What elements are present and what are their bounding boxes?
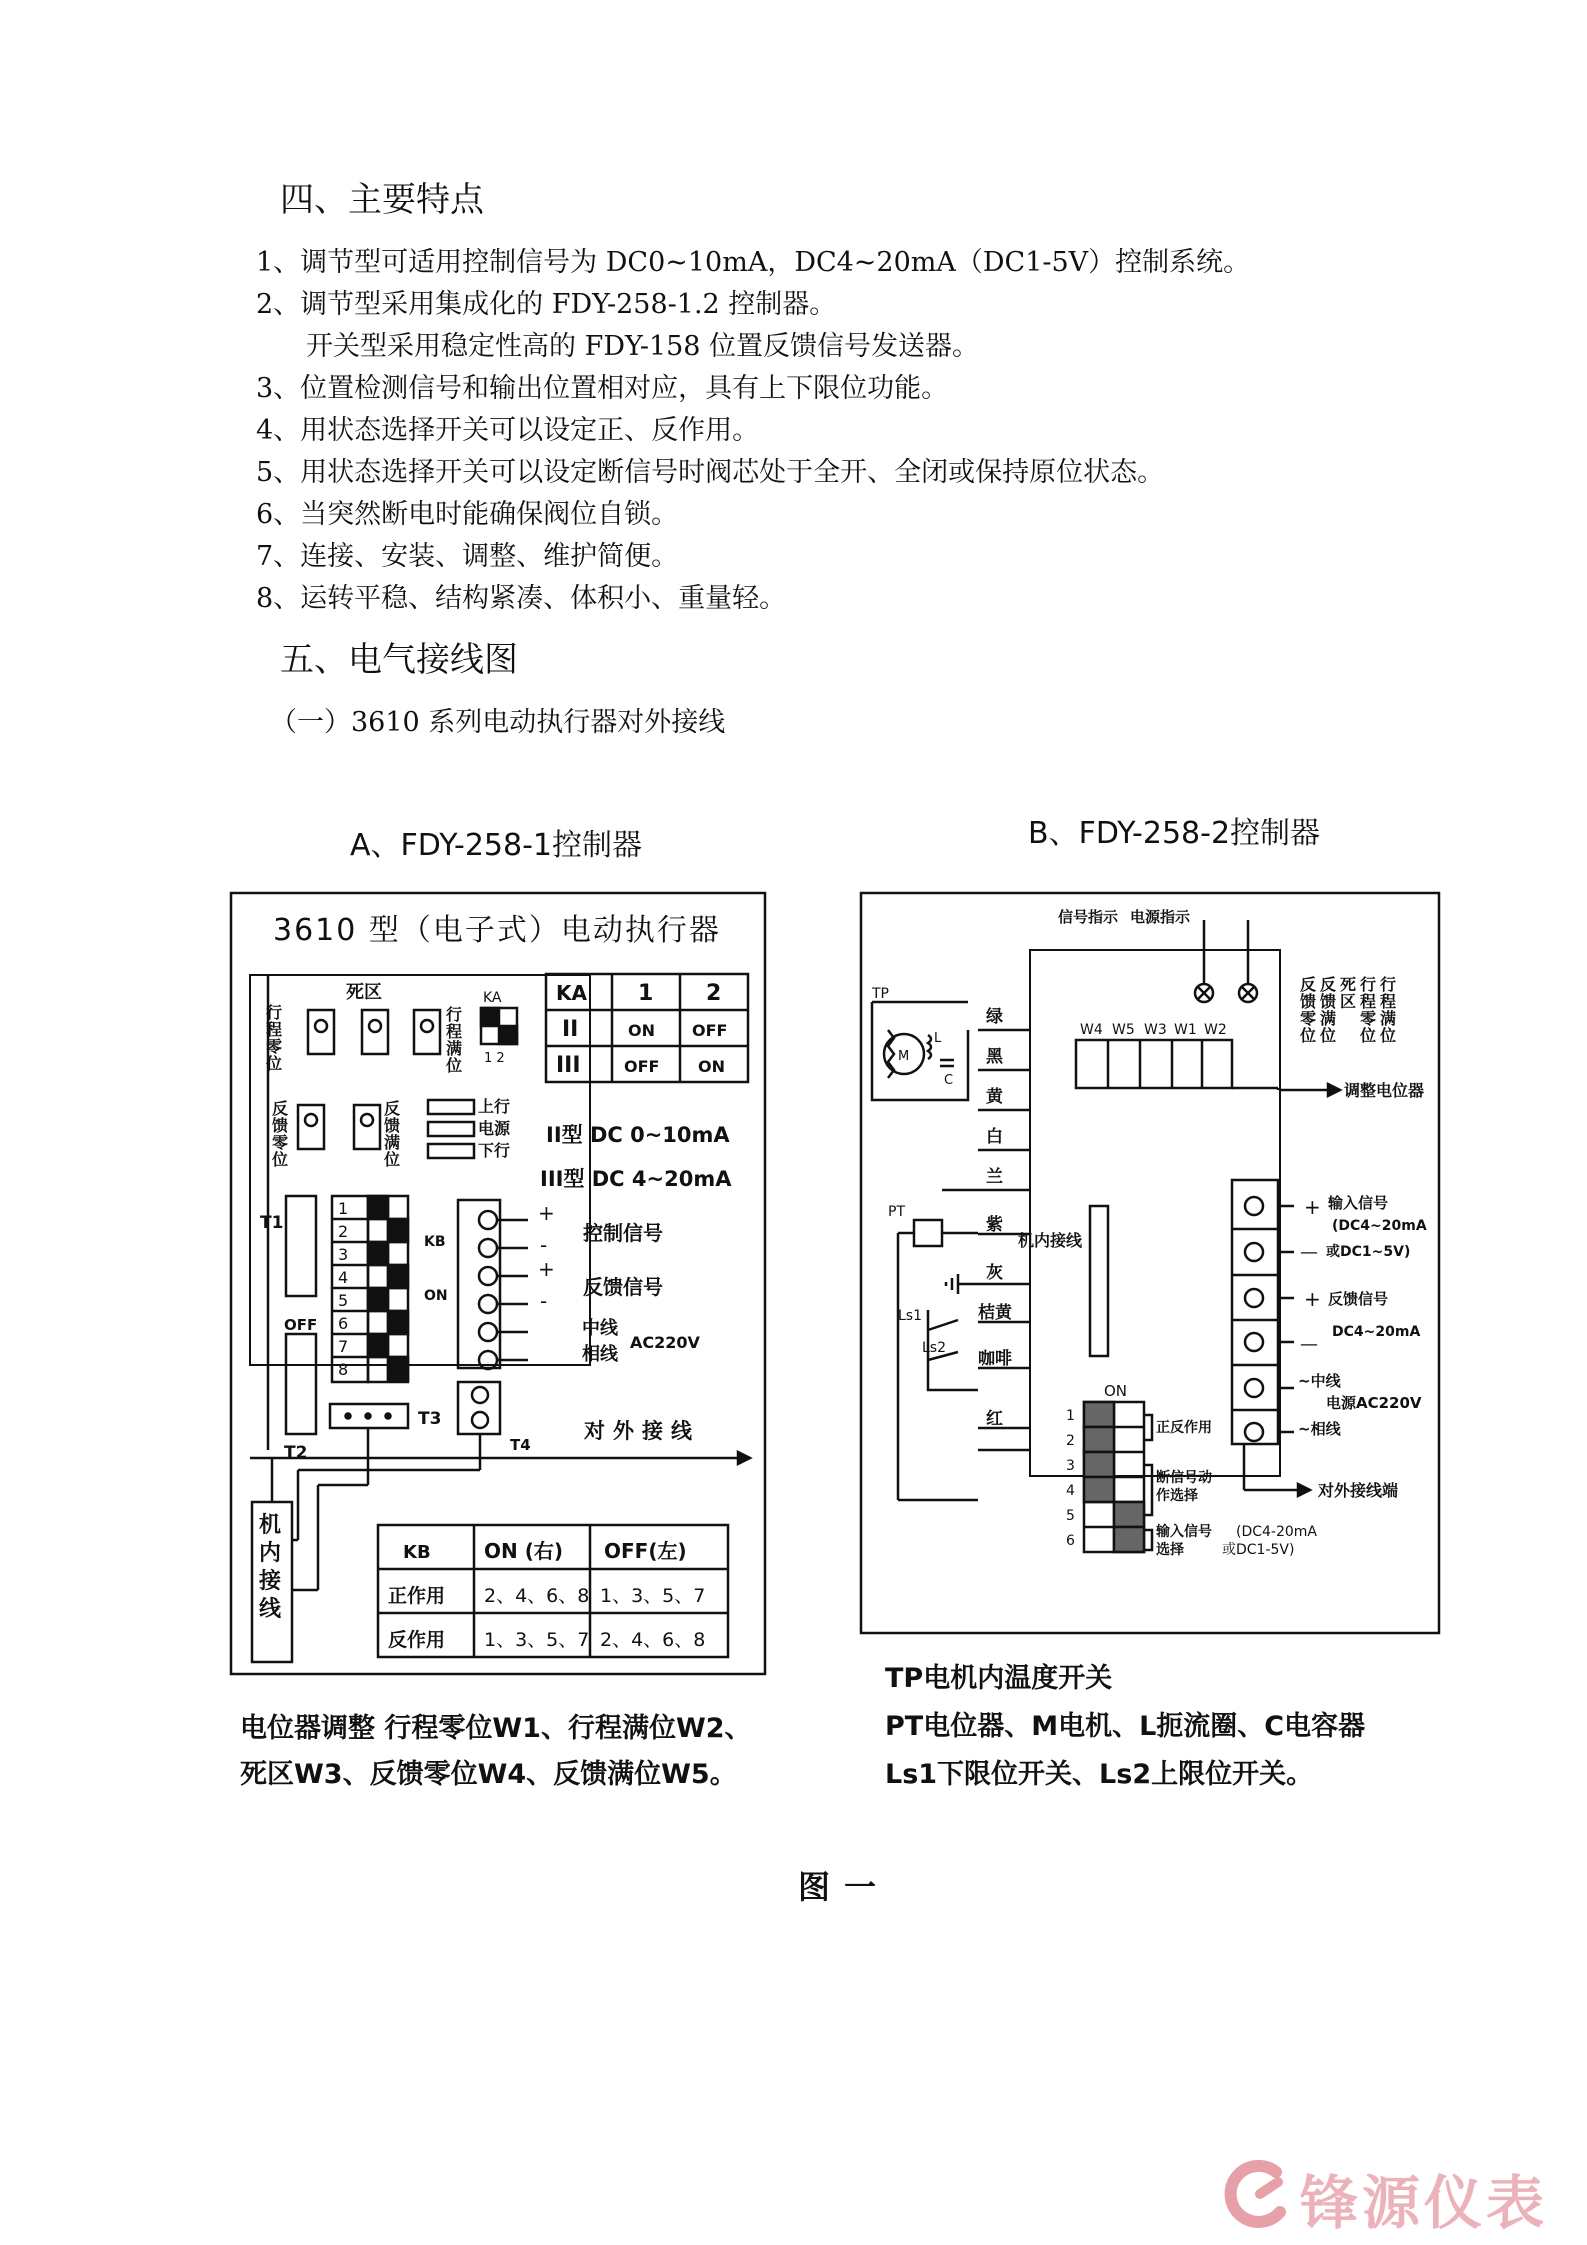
diagram-a-title: A、FDY-258-1控制器 bbox=[350, 828, 643, 863]
switch-num: 8 bbox=[338, 1360, 349, 1379]
ka-table-cell: OFF bbox=[624, 1057, 660, 1076]
diagram-b-caption: TP电机内温度开关 bbox=[885, 1663, 1113, 1694]
b-power-label: 电源AC220V bbox=[1326, 1394, 1422, 1412]
b-switch-num: 3 bbox=[1066, 1458, 1075, 1474]
switch-num: 4 bbox=[338, 1268, 349, 1287]
ka-table-cell: 2 bbox=[706, 981, 722, 1006]
c-label: C bbox=[944, 1073, 954, 1088]
in-range-label: (DC4~20mA bbox=[1332, 1218, 1427, 1234]
b-pot-label: 死区 bbox=[1340, 975, 1357, 1011]
feature-item: 6、当突然断电时能确保阀位自锁。 bbox=[256, 499, 679, 530]
b-switch-num: 1 bbox=[1066, 1408, 1075, 1424]
dead-zone-label: 死区 bbox=[346, 982, 382, 1003]
wire-color: 绿 bbox=[986, 1007, 1003, 1027]
diagram-a-caption: 电位器调整 行程零位W1、行程满位W2、 bbox=[240, 1713, 752, 1744]
fb-plus: + bbox=[538, 1257, 555, 1281]
off-label: OFF bbox=[284, 1316, 318, 1334]
internal-wiring-label: 机内接线 bbox=[259, 1513, 282, 1622]
b-pot-labels bbox=[1300, 976, 1398, 1044]
pt-label: PT bbox=[888, 1204, 905, 1220]
b-pot-label: 行程满位 bbox=[1380, 975, 1397, 1045]
pot-label: W1 bbox=[1174, 1022, 1197, 1038]
b-switch-num: 2 bbox=[1066, 1433, 1075, 1449]
ka-12-label: 1 2 bbox=[484, 1051, 505, 1066]
type2-label: II型 DC 0~10mA bbox=[546, 1123, 730, 1147]
wire-color: 桔黄 bbox=[978, 1303, 1012, 1323]
fb-plus: + bbox=[1304, 1287, 1321, 1311]
ext-term-label: 对外接线端 bbox=[1318, 1481, 1399, 1500]
t1-label: T1 bbox=[260, 1213, 284, 1233]
ac220-label: AC220V bbox=[630, 1333, 700, 1352]
ctrl-plus: + bbox=[538, 1201, 555, 1225]
pot-fb-full-label: 反馈满位 bbox=[384, 1099, 401, 1169]
terminal-t1 bbox=[286, 1196, 316, 1296]
controller-board bbox=[250, 975, 590, 1365]
ls2-label: Ls2 bbox=[922, 1340, 947, 1356]
sw-break-label: 断信号动 bbox=[1156, 1470, 1212, 1486]
diagram-a bbox=[228, 890, 768, 1680]
feature-item: 4、用状态选择开关可以设定正、反作用。 bbox=[256, 415, 760, 446]
kb-table-cell: 1、3、5、7 bbox=[484, 1629, 590, 1651]
on-label: ON bbox=[424, 1288, 448, 1304]
in-signal-label: 输入信号 bbox=[1328, 1194, 1389, 1212]
switch-num: 1 bbox=[338, 1199, 349, 1218]
kb-table-cell: 1、3、5、7 bbox=[600, 1585, 706, 1607]
pot-label: W2 bbox=[1204, 1022, 1227, 1038]
pt-box bbox=[914, 1220, 942, 1246]
ctrl-minus: - bbox=[540, 1233, 548, 1257]
b-pot-label: 行程零位 bbox=[1360, 975, 1377, 1045]
wire-color: 白 bbox=[986, 1127, 1003, 1147]
feature-item: 1、调节型可适用控制信号为 DC0~10mA，DC4~20mA（DC1-5V）控制系统。 bbox=[256, 247, 1251, 278]
in-range-label: 或DC1~5V) bbox=[1326, 1244, 1411, 1260]
led-up-label: 上行 bbox=[478, 1097, 511, 1116]
wire-color: 灰 bbox=[986, 1263, 1003, 1283]
l-label: L bbox=[934, 1031, 942, 1046]
in-minus: — bbox=[1300, 1242, 1318, 1263]
pot-label: W5 bbox=[1112, 1022, 1135, 1038]
t4-label: T4 bbox=[510, 1436, 531, 1454]
switch-num: 6 bbox=[338, 1314, 349, 1333]
led-up bbox=[428, 1100, 474, 1114]
phase-label: 相线 bbox=[582, 1344, 618, 1365]
switch-num: 5 bbox=[338, 1291, 349, 1310]
ka-table-cell: ON bbox=[628, 1021, 655, 1040]
m-label: M bbox=[898, 1049, 910, 1064]
neutral-label: 中线 bbox=[582, 1318, 618, 1339]
b-on-label: ON bbox=[1104, 1382, 1128, 1400]
fb-minus: — bbox=[1300, 1334, 1318, 1355]
terminal-t2 bbox=[286, 1334, 316, 1434]
b-neutral-label: ~中线 bbox=[1298, 1372, 1341, 1390]
ka-label: KA bbox=[483, 990, 502, 1006]
ext-wire-label: 对外接线 bbox=[584, 1419, 700, 1443]
section5-subtitle: （一）3610 系列电动执行器对外接线 bbox=[270, 707, 726, 738]
led-power bbox=[428, 1122, 474, 1136]
pot-travel-zero-label: 行程零位 bbox=[266, 1003, 283, 1073]
kb-table-cell: ON (右) bbox=[484, 1539, 563, 1563]
b-phase-label: ~相线 bbox=[1298, 1420, 1341, 1438]
b-fb-signal-label: 反馈信号 bbox=[1328, 1290, 1389, 1308]
wire-color: 咖啡 bbox=[978, 1349, 1012, 1369]
feature-item: 开关型采用稳定性高的 FDY-158 位置反馈信号发送器。 bbox=[306, 331, 980, 362]
ka-table-cell: ON bbox=[698, 1057, 725, 1076]
ka-table-cell: II bbox=[562, 1017, 579, 1042]
kb-table-cell: KB bbox=[403, 1542, 431, 1563]
sw-fwd-label: 正反作用 bbox=[1156, 1420, 1212, 1436]
feature-item: 8、运转平稳、结构紧凑、体积小、重量轻。 bbox=[256, 583, 787, 614]
pot-row bbox=[1076, 1040, 1232, 1088]
b-switch-num: 5 bbox=[1066, 1508, 1075, 1524]
b-fb-range-label: DC4~20mA bbox=[1332, 1324, 1421, 1340]
terminal-t4 bbox=[458, 1382, 500, 1434]
b-pot-label: 反馈零位 bbox=[1300, 975, 1317, 1045]
led-power-label: 电源 bbox=[478, 1119, 511, 1138]
kb-table-cell: 2、4、6、8 bbox=[600, 1629, 706, 1651]
b-switch-num: 6 bbox=[1066, 1533, 1075, 1549]
ka-table-cell: III bbox=[556, 1053, 581, 1078]
t3-label: T3 bbox=[418, 1409, 442, 1429]
feature-item: 2、调节型采用集成化的 FDY-258-1.2 控制器。 bbox=[256, 289, 837, 320]
fb-minus: - bbox=[540, 1289, 548, 1313]
kb-label: KB bbox=[424, 1234, 446, 1250]
pot-travel-full-label: 行程满位 bbox=[446, 1005, 463, 1075]
kb-table-cell: OFF(左) bbox=[604, 1539, 687, 1563]
fb-signal-label: 反馈信号 bbox=[583, 1275, 663, 1299]
figure-label: 图一 bbox=[798, 1868, 891, 1906]
motor-wiring bbox=[872, 1002, 968, 1100]
diagram-b-caption: PT电位器、M电机、L扼流圈、C电容器 bbox=[885, 1711, 1366, 1742]
switch-num: 2 bbox=[338, 1222, 349, 1241]
t2-label: T2 bbox=[284, 1443, 308, 1463]
ka-table-cell: 1 bbox=[638, 981, 654, 1006]
diagram-a-header: 3610 型（电子式）电动执行器 bbox=[273, 913, 721, 948]
ka-table-cell: KA bbox=[556, 981, 587, 1005]
type3-label: III型 DC 4~20mA bbox=[540, 1167, 732, 1191]
feature-item: 7、连接、安装、调整、维护简便。 bbox=[256, 541, 679, 572]
sw-break-label: 作选择 bbox=[1156, 1488, 1198, 1504]
feature-item: 5、用状态选择开关可以设定断信号时阀芯处于全开、全闭或保持原位状态。 bbox=[256, 457, 1165, 488]
ka-table-cell: OFF bbox=[692, 1021, 728, 1040]
kb-table-cell: 2、4、6、8 bbox=[484, 1585, 590, 1607]
pwr-ind-label: 电源指示 bbox=[1130, 908, 1191, 926]
diagram-b-caption: Ls1下限位开关、Ls2上限位开关。 bbox=[885, 1759, 1314, 1790]
b-internal-label: 机内接线 bbox=[1018, 1231, 1083, 1250]
diagram-b-title: B、FDY-258-2控制器 bbox=[1028, 816, 1321, 851]
switch-num: 7 bbox=[338, 1337, 349, 1356]
kb-table-cell: 反作用 bbox=[388, 1629, 446, 1651]
section4-title: 四、主要特点 bbox=[280, 180, 484, 220]
internal-connector bbox=[1090, 1206, 1108, 1356]
kb-table-cell: 正作用 bbox=[388, 1585, 446, 1607]
sw-input-range: 或DC1-5V) bbox=[1222, 1542, 1295, 1558]
watermark-logo-icon bbox=[1220, 2160, 1290, 2230]
switch-num: 3 bbox=[338, 1245, 349, 1264]
b-switch-num: 4 bbox=[1066, 1483, 1075, 1499]
watermark-text: 锋源仪表 bbox=[1300, 2169, 1549, 2237]
adj-pot-label: 调整电位器 bbox=[1344, 1081, 1425, 1100]
pot-label: W4 bbox=[1080, 1022, 1103, 1038]
sw-input-label: 选择 bbox=[1156, 1542, 1184, 1558]
led-down-label: 下行 bbox=[478, 1141, 511, 1160]
ls1-label: Ls1 bbox=[898, 1308, 923, 1324]
diagram-a-caption: 死区W3、反馈零位W4、反馈满位W5。 bbox=[240, 1759, 737, 1790]
wire-color: 红 bbox=[986, 1409, 1003, 1429]
wire-color: 黄 bbox=[986, 1087, 1003, 1107]
wire-color: 兰 bbox=[986, 1167, 1003, 1187]
tp-label: TP bbox=[872, 986, 889, 1002]
sw-input-label: 输入信号 bbox=[1156, 1524, 1212, 1540]
sw-input-range: (DC4-20mA bbox=[1236, 1524, 1318, 1540]
wire-color: 黑 bbox=[986, 1047, 1003, 1067]
in-plus: + bbox=[1304, 1195, 1321, 1219]
pot-label: W3 bbox=[1144, 1022, 1167, 1038]
feature-item: 3、位置检测信号和输出位置相对应，具有上下限位功能。 bbox=[256, 373, 949, 404]
b-pot-label: 反馈满位 bbox=[1320, 975, 1337, 1045]
wire-color: 紫 bbox=[986, 1215, 1003, 1235]
section5-title: 五、电气接线图 bbox=[280, 640, 518, 680]
terminal-block bbox=[1232, 1180, 1278, 1444]
ctrl-signal-label: 控制信号 bbox=[583, 1221, 663, 1245]
pot-fb-zero-label: 反馈零位 bbox=[272, 1099, 289, 1169]
led-down bbox=[428, 1144, 474, 1158]
sig-ind-label: 信号指示 bbox=[1058, 908, 1119, 926]
